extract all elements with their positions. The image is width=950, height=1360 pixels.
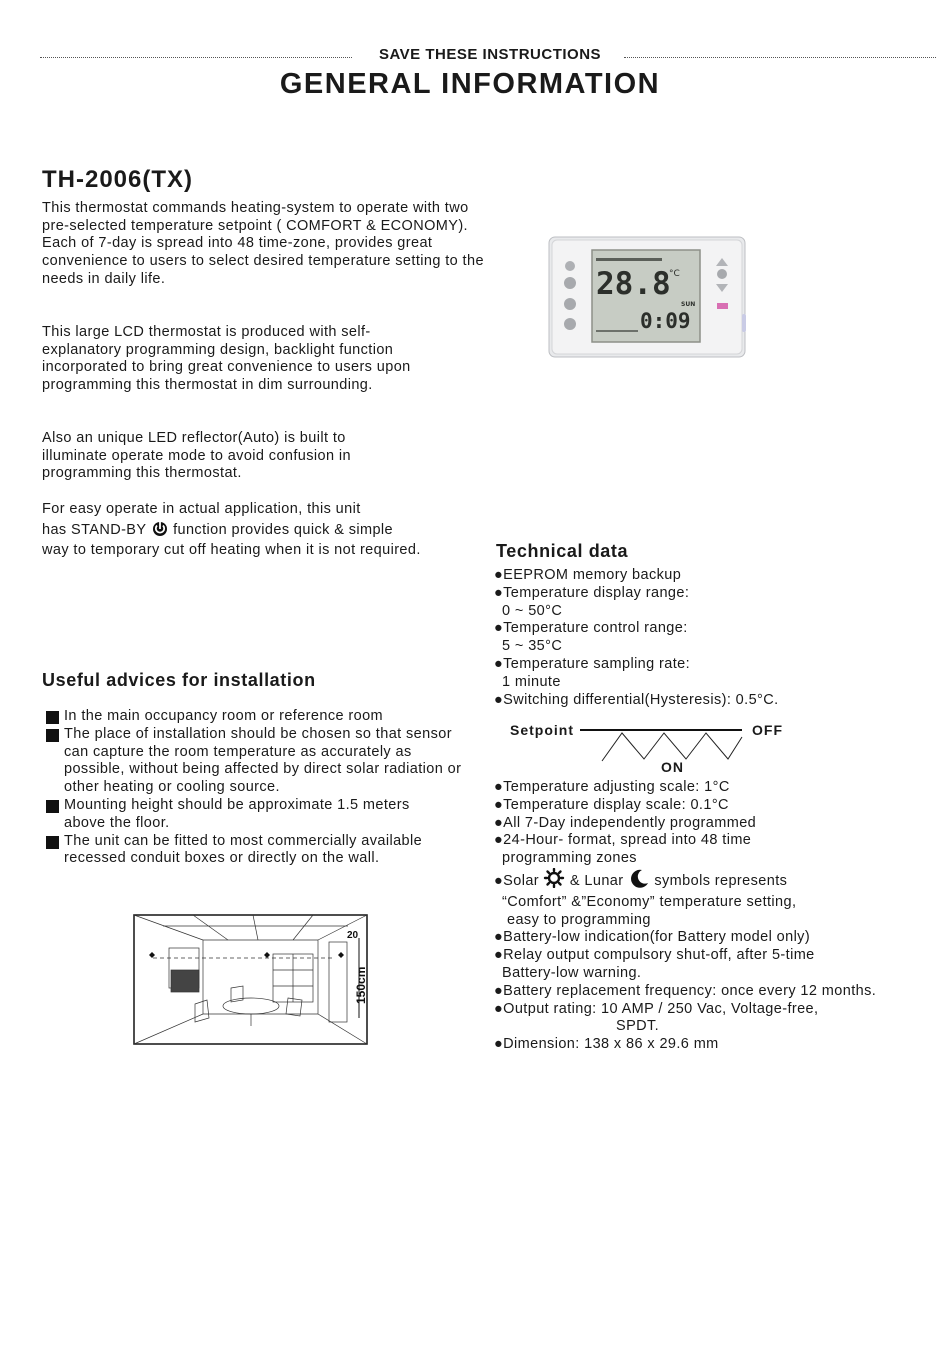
installation-heading: Useful advices for installation — [42, 670, 316, 690]
installation-illustration — [133, 914, 368, 1045]
diagram-setpoint-label: Setpoint — [510, 722, 574, 738]
description-paragraph-1: This thermostat commands heating-system to operate with two pre-selected temperature setpoint ( COMFORT & ECONOMY). Each of 7-day is spread into 48 time-zone, provides great convenience to users to select desired temperature setting to the needs in daily life. — [42, 200, 484, 287]
list-item: ●Temperature control range: — [494, 620, 688, 637]
technical-list-bottom — [494, 779, 934, 1054]
list-item: The place of installation should be chosen so that sensor can capture the room temperature as accurately as possible, without being affected by direct solar radiation or other heating or cooling source. — [42, 726, 472, 797]
height-label: 150cm — [354, 966, 368, 1004]
power-icon — [151, 519, 169, 543]
moon-icon — [628, 868, 650, 894]
list-item: ●EEPROM memory backup — [494, 567, 682, 583]
list-item: In the main occupancy room or reference room — [42, 708, 472, 726]
save-instructions-label: SAVE THESE INSTRUCTIONS — [378, 46, 602, 63]
lcd-time: 0:09 — [640, 309, 691, 333]
header-divider-right — [624, 57, 936, 58]
list-item: Mounting height should be approximate 1.5 meters above the floor. — [42, 797, 424, 833]
description-paragraph-2: This large LCD thermostat is produced with self-explanatory programming design, backlight function incorporated to bring great convenience to users upon programming this thermostat in dim surrounding. — [42, 324, 411, 394]
list-item: ●Temperature display scale: 0.1°C — [494, 796, 729, 813]
list-item: 1 minute — [502, 673, 561, 690]
lcd-temperature: 28.8 — [596, 266, 671, 302]
model-heading: TH-2006(TX) — [42, 166, 194, 193]
lcd-day: SUN — [681, 301, 696, 308]
diagram-on-label: ON — [661, 759, 684, 775]
list-item: SPDT. — [616, 1018, 660, 1035]
technical-heading: Technical data — [496, 541, 629, 561]
page-title: GENERAL INFORMATION — [279, 68, 661, 100]
sun-icon — [543, 868, 565, 894]
list-item: ●Solar & Lunar symbols represents — [494, 868, 934, 894]
list-item: 0 ~ 50°C — [502, 602, 563, 619]
list-item: ●Battery replacement frequency: once every 12 months. — [494, 982, 877, 999]
standby-line-1: For easy operate in actual application, this unit — [42, 501, 361, 517]
thermostat-photo — [548, 236, 746, 358]
list-item: ●Switching differential(Hysteresis): 0.5°C. — [494, 691, 779, 708]
hysteresis-diagram — [578, 725, 746, 765]
standby-text-before: has STAND-BY — [42, 521, 147, 538]
technical-list-top — [494, 567, 934, 709]
description-paragraph-3: Also an unique LED reflector(Auto) is built to illuminate operate mode to avoid confusion in programming this thermostat. — [42, 430, 351, 482]
list-item: ●Battery-low indication(for Battery model only) — [494, 929, 811, 946]
description-paragraph-4 — [42, 501, 452, 560]
standby-line-2 — [42, 519, 452, 543]
list-item: ●24-Hour- format, spread into 48 time — [494, 832, 752, 849]
lcd-unit: °C — [669, 269, 680, 279]
list-item: ●All 7-Day independently programmed — [494, 814, 757, 831]
list-item: ●Temperature display range: — [494, 584, 690, 601]
list-item: The unit can be fitted to most commercially available recessed conduit boxes or directly on the wall. — [42, 833, 444, 869]
header-divider-left — [40, 57, 352, 58]
installation-list — [42, 708, 472, 868]
list-item: ●Temperature sampling rate: — [494, 655, 691, 672]
list-item: ●Relay output compulsory shut-off, after 5-time — [494, 947, 815, 964]
list-item: 5 ~ 35°C — [502, 638, 563, 655]
list-item: ●Output rating: 10 AMP / 250 Vac, Voltage-free, — [494, 1000, 819, 1017]
top-offset-label: 20 — [347, 930, 359, 941]
standby-rest: way to temporary cut off heating when it is not required. — [42, 542, 421, 559]
list-item: “Comfort” &”Economy” temperature setting, — [502, 893, 797, 910]
list-item: ●Dimension: 138 x 86 x 29.6 mm — [494, 1036, 719, 1053]
list-item: ●Temperature adjusting scale: 1°C — [494, 779, 730, 795]
list-item: programming zones — [502, 850, 637, 867]
list-item: easy to programming — [507, 911, 651, 928]
diagram-off-label: OFF — [752, 722, 783, 738]
list-item: Battery-low warning. — [502, 964, 642, 981]
standby-text-after: function provides quick & simple — [173, 521, 393, 538]
